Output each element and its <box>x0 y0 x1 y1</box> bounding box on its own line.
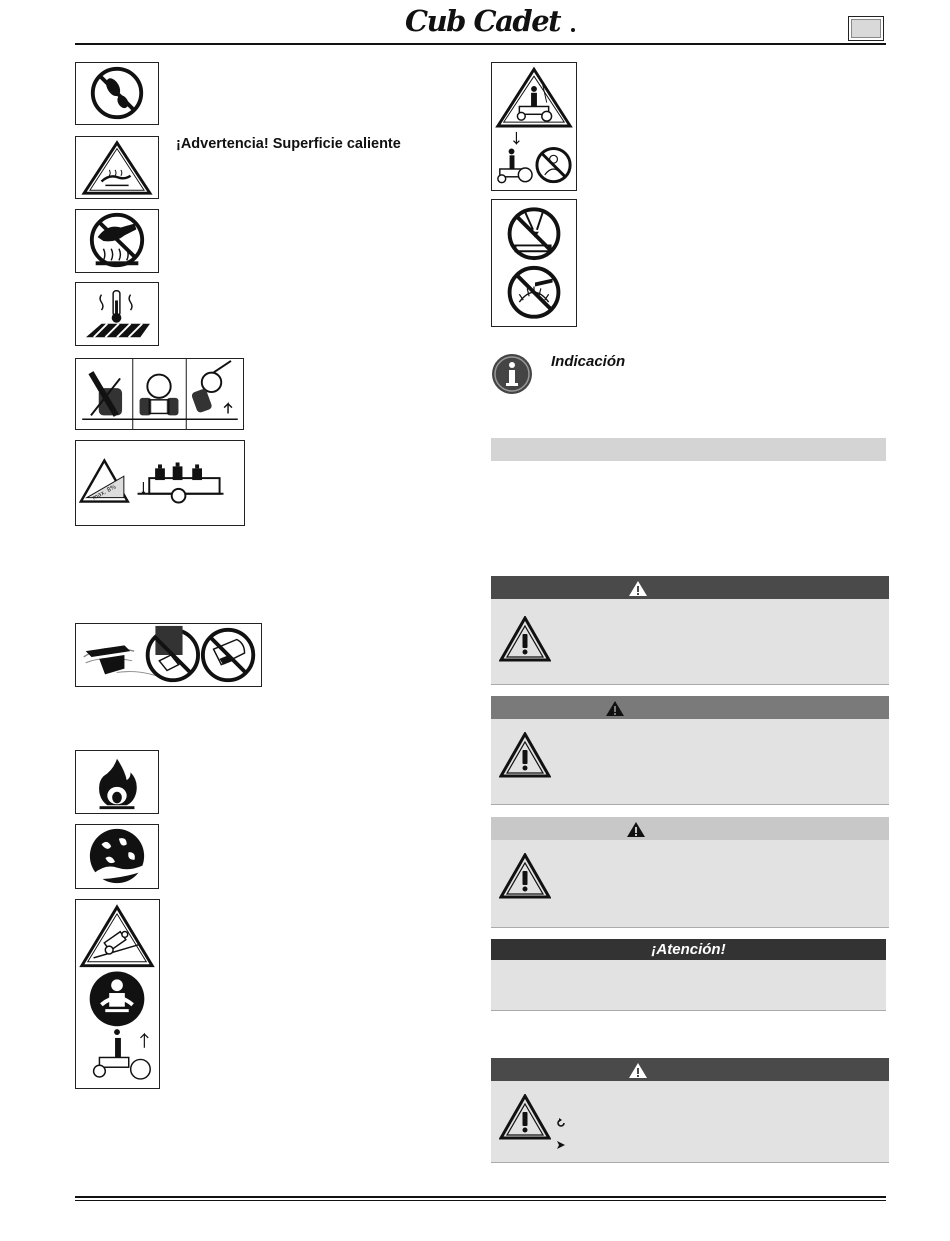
warning-triangle-large-icon <box>499 616 551 662</box>
caution-panel <box>491 817 889 928</box>
danger-panel-header <box>491 576 889 599</box>
section-heading-bar <box>491 438 886 461</box>
discharge-chute-icon <box>75 623 262 687</box>
warning-panel-header <box>491 696 889 719</box>
rollover-seatbelt-icon <box>75 899 160 1089</box>
hot-surface-heading: ¡Advertencia! Superficie caliente <box>176 136 401 152</box>
caution-panel-header <box>491 817 889 840</box>
warning-triangle-large-icon <box>499 853 551 899</box>
tyre-pressure-panels-icon <box>75 358 244 430</box>
svg-text:max. 8%: max. 8% <box>91 484 118 502</box>
mower-slope-warning-icon <box>491 62 577 191</box>
footer-rule <box>75 1196 886 1198</box>
hot-surface-warning-icon <box>75 136 159 199</box>
heat-thermometer-icon <box>75 282 159 346</box>
no-touch-hot-icon <box>75 209 159 273</box>
pointer-arrow-icon <box>556 1140 566 1150</box>
attention-header: ¡Atención! <box>491 939 886 960</box>
no-welding-drilling-icon <box>491 199 577 327</box>
info-icon <box>491 353 533 395</box>
attention-panel <box>491 939 886 1011</box>
warning-triangle-large-icon <box>499 1094 551 1140</box>
info-label: Indicación <box>551 353 626 370</box>
instruction-panel-header <box>491 1058 889 1081</box>
warning-panel <box>491 696 889 805</box>
trailer-load-slope-icon <box>75 440 245 526</box>
cub-cadet-logo <box>403 4 579 38</box>
language-tab-box <box>848 16 884 41</box>
header-rule <box>75 43 886 45</box>
brand-wordmark: Cub Cadet <box>405 4 561 38</box>
danger-panel <box>491 576 889 685</box>
result-arrow-icon <box>556 1118 566 1128</box>
warning-triangle-icon <box>628 1062 648 1079</box>
leaves-debris-icon <box>75 824 159 889</box>
footer-rule-thin <box>75 1200 886 1201</box>
warning-triangle-icon <box>626 821 646 838</box>
no-step-icon <box>75 62 159 125</box>
warning-triangle-large-icon <box>499 732 551 778</box>
instruction-warning-panel <box>491 1058 889 1163</box>
warning-triangle-icon <box>605 700 625 717</box>
flammable-fire-icon <box>75 750 159 814</box>
warning-triangle-icon <box>628 580 648 597</box>
